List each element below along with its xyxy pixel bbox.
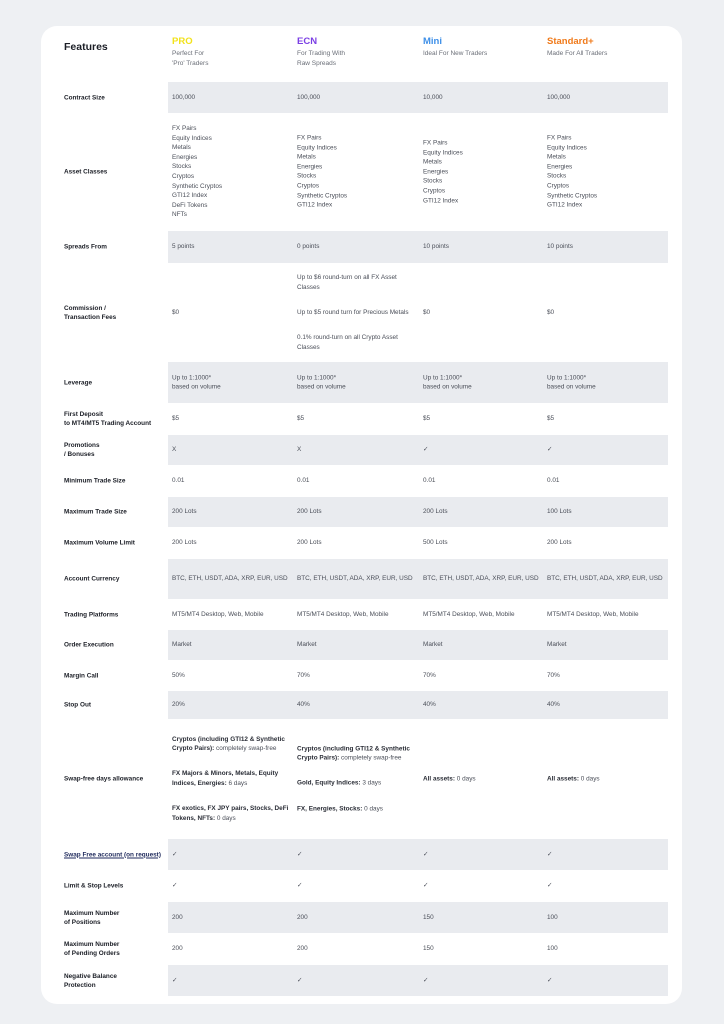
ecn-commission-fx: Up to $6 round-turn on all FX Asset Classes <box>297 273 397 291</box>
row-label: Spreads From <box>64 243 107 251</box>
features-heading: Features <box>64 41 108 53</box>
table-row-account-currency <box>41 559 682 599</box>
cell-pro: $5 <box>172 415 180 423</box>
row-label: Commission / Transaction Fees <box>64 304 117 321</box>
check-icon: ✓ <box>297 882 303 890</box>
row-label: Leverage <box>64 379 93 386</box>
cell-mini: 40% <box>423 701 436 709</box>
table-row-max-trade <box>41 497 682 527</box>
cell-mini: 10 points <box>423 243 449 251</box>
check-icon: ✓ <box>547 850 553 858</box>
cell-pro: 200 <box>172 913 183 921</box>
cell-ecn: 200 <box>297 945 308 953</box>
cell-ecn: 40% <box>297 701 310 709</box>
plan-pro-desc: Perfect For 'Pro' Traders <box>172 50 209 67</box>
cell-pro: Market <box>172 641 192 649</box>
ecn-commission-crypto: 0.1% round-turn on all Crypto Asset Classes <box>297 333 398 351</box>
check-icon: ✓ <box>423 850 429 858</box>
table-header <box>41 26 682 86</box>
cell-ecn: 0.01 <box>297 477 310 485</box>
cell-pro: 0.01 <box>172 477 185 485</box>
cell-standard: 100 Lots <box>547 508 572 516</box>
cell-mini: Up to 1:1000* based on volume <box>423 373 472 391</box>
cell-standard: FX Pairs Equity Indices Metals Energies Stocks Cryptos Synthetic Cryptos GTI12 Index <box>547 134 598 209</box>
cell-pro: 200 Lots <box>172 539 197 547</box>
cell-ecn: 200 Lots <box>297 508 322 516</box>
table-row-platforms <box>41 599 682 630</box>
cell-ecn: Up to 1:1000* based on volume <box>297 373 346 391</box>
row-label: Asset Classes <box>64 168 108 176</box>
check-icon: ✓ <box>172 850 178 858</box>
cell-standard: $0 <box>547 308 555 316</box>
row-label: Maximum Number of Pending Orders <box>64 941 120 957</box>
table-row-leverage <box>41 362 682 403</box>
cell-standard: BTC, ETH, USDT, ADA, XRP, EUR, USD <box>547 575 663 583</box>
cell-pro: MT5/MT4 Desktop, Web, Mobile <box>172 610 264 618</box>
cell-ecn: Market <box>297 641 317 649</box>
cell-ecn: BTC, ETH, USDT, ADA, XRP, EUR, USD <box>297 575 413 583</box>
plan-standard-name: Standard+ <box>547 36 594 47</box>
cell-ecn: MT5/MT4 Desktop, Web, Mobile <box>297 610 389 618</box>
row-label: Contract Size <box>64 94 105 101</box>
row-label: Limit & Stop Levels <box>64 882 124 890</box>
row-label: First Deposit to MT4/MT5 Trading Account <box>64 411 152 427</box>
cell-pro: 100,000 <box>172 93 196 101</box>
row-label: Order Execution <box>64 641 114 649</box>
plan-ecn-desc: For Trading With Raw Spreads <box>297 50 346 67</box>
row-label: Trading Platforms <box>64 611 119 618</box>
check-icon: ✓ <box>297 976 303 984</box>
cell-standard: All assets: 0 days <box>547 775 600 783</box>
table-row-swap-free <box>41 719 682 839</box>
cell-ecn: 70% <box>297 671 310 679</box>
cross-icon: X <box>172 446 177 454</box>
plan-ecn <box>297 36 422 69</box>
cell-pro: 200 <box>172 945 183 953</box>
cell-ecn: 200 <box>297 913 308 921</box>
plan-standard-desc: Made For All Traders <box>547 50 608 57</box>
table-row-stop-out <box>41 691 682 719</box>
cell-ecn: Cryptos (including GTI12 & Synthetic Crypto Pairs): completely swap-free Gold, Equity Indices: 3 days FX, Energies, Stocks: 0 days <box>297 745 410 813</box>
cell-standard: 200 Lots <box>547 539 572 547</box>
table-row-spreads <box>41 231 682 263</box>
row-label: Promotions / Bonuses <box>64 442 100 458</box>
table-row-commission <box>41 263 682 362</box>
row-label: Minimum Trade Size <box>64 477 126 485</box>
cell-mini: $5 <box>423 415 431 423</box>
cell-pro: 20% <box>172 701 185 709</box>
cell-pro: BTC, ETH, USDT, ADA, XRP, EUR, USD <box>172 575 288 583</box>
check-icon: ✓ <box>547 882 553 890</box>
check-icon: ✓ <box>423 446 429 454</box>
cell-pro: 50% <box>172 671 185 679</box>
cell-pro: Cryptos (including GTI12 & Synthetic Crypto Pairs): completely swap-free FX Majors & Minors, Metals, Equity Indices, Energies: 6 days FX exotics, FX JPY pairs, Stocks, DeFi Tokens, NFTs: 0 days <box>172 735 289 822</box>
table-row-limit-stop <box>41 870 682 902</box>
cell-mini: 150 <box>423 945 434 953</box>
plan-ecn-name: ECN <box>297 36 318 47</box>
cell-standard: 40% <box>547 701 560 709</box>
check-icon: ✓ <box>547 976 553 984</box>
cell-mini: FX Pairs Equity Indices Metals Energies Stocks Cryptos GTI12 Index <box>423 139 463 204</box>
cell-pro: FX Pairs Equity Indices Metals Energies Stocks Cryptos Synthetic Cryptos GTI12 Index DeFi Tokens NFTs <box>172 125 223 219</box>
check-icon: ✓ <box>172 976 178 984</box>
cell-pro: $0 <box>172 308 180 316</box>
cell-mini: MT5/MT4 Desktop, Web, Mobile <box>423 610 515 618</box>
table-row-first-deposit <box>41 403 682 435</box>
cell-mini: 200 Lots <box>423 508 448 516</box>
cell-standard: 100 <box>547 913 558 921</box>
row-label: Stop Out <box>64 701 91 709</box>
cell-mini: 70% <box>423 671 436 679</box>
row-label: Negative Balance Protection <box>64 972 117 989</box>
check-icon: ✓ <box>423 882 429 890</box>
cell-pro: 200 Lots <box>172 508 197 516</box>
row-label: Maximum Trade Size <box>64 508 127 516</box>
cell-mini: 10,000 <box>423 93 443 101</box>
table-row-asset-classes <box>41 113 682 231</box>
cross-icon: X <box>297 446 302 454</box>
plan-mini-desc: Ideal For New Traders <box>423 50 488 57</box>
cell-standard: 70% <box>547 671 560 679</box>
cell-ecn: 100,000 <box>297 93 321 101</box>
cell-mini: 0.01 <box>423 477 436 485</box>
row-label: Account Currency <box>64 575 120 583</box>
table-row-promotions <box>41 435 682 465</box>
cell-standard: 10 points <box>547 243 573 251</box>
cell-mini: 500 Lots <box>423 539 448 547</box>
cell-standard: 100 <box>547 945 558 953</box>
comparison-card <box>41 26 682 1004</box>
cell-mini: All assets: 0 days <box>423 775 476 783</box>
cell-standard: $5 <box>547 415 555 423</box>
cell-mini: BTC, ETH, USDT, ADA, XRP, EUR, USD <box>423 575 539 583</box>
row-label: Maximum Number of Positions <box>64 909 120 926</box>
table-row-max-positions <box>41 902 682 933</box>
ecn-commission-metals: Up to $5 round turn for Precious Metals <box>297 308 409 316</box>
cell-standard: MT5/MT4 Desktop, Web, Mobile <box>547 610 639 618</box>
cell-standard: Market <box>547 641 567 649</box>
table-row-max-pending <box>41 933 682 965</box>
plan-mini-name: Mini <box>423 36 442 47</box>
check-icon: ✓ <box>547 446 553 454</box>
cell-standard: 0.01 <box>547 477 560 485</box>
table-row-contract-size <box>41 82 682 113</box>
table-row-margin-call <box>41 660 682 691</box>
cell-ecn: FX Pairs Equity Indices Metals Energies Stocks Cryptos Synthetic Cryptos GTI12 Index <box>297 134 348 209</box>
cell-mini: Market <box>423 641 443 649</box>
cell-pro: 5 points <box>172 243 195 251</box>
cell-ecn <box>297 263 419 361</box>
check-icon: ✓ <box>172 882 178 890</box>
check-icon: ✓ <box>297 850 303 858</box>
cell-standard: 100,000 <box>547 93 571 101</box>
cell-ecn: $5 <box>297 415 305 423</box>
table-row-max-volume <box>41 527 682 559</box>
cell-ecn: 0 points <box>297 243 320 251</box>
cell-ecn: 200 Lots <box>297 539 322 547</box>
swap-free-account-link[interactable]: Swap Free account (on request) <box>64 851 161 858</box>
table-row-min-trade <box>41 465 682 497</box>
row-label: Maximum Volume Limit <box>64 539 135 547</box>
table-row-order-execution <box>41 630 682 660</box>
row-label: Swap-free days allowance <box>64 775 144 783</box>
plan-standard <box>547 36 672 59</box>
plan-mini <box>423 36 548 59</box>
cell-mini: 150 <box>423 913 434 921</box>
table-row-negative-balance <box>41 965 682 996</box>
cell-mini: $0 <box>423 308 431 316</box>
cell-pro: Up to 1:1000* based on volume <box>172 373 221 391</box>
check-icon: ✓ <box>423 976 429 984</box>
cell-standard: Up to 1:1000* based on volume <box>547 373 596 391</box>
plan-pro-name: PRO <box>172 36 193 47</box>
plan-pro <box>172 36 297 69</box>
row-label: Margin Call <box>64 672 99 679</box>
table-row-swap-free-account <box>41 839 682 870</box>
